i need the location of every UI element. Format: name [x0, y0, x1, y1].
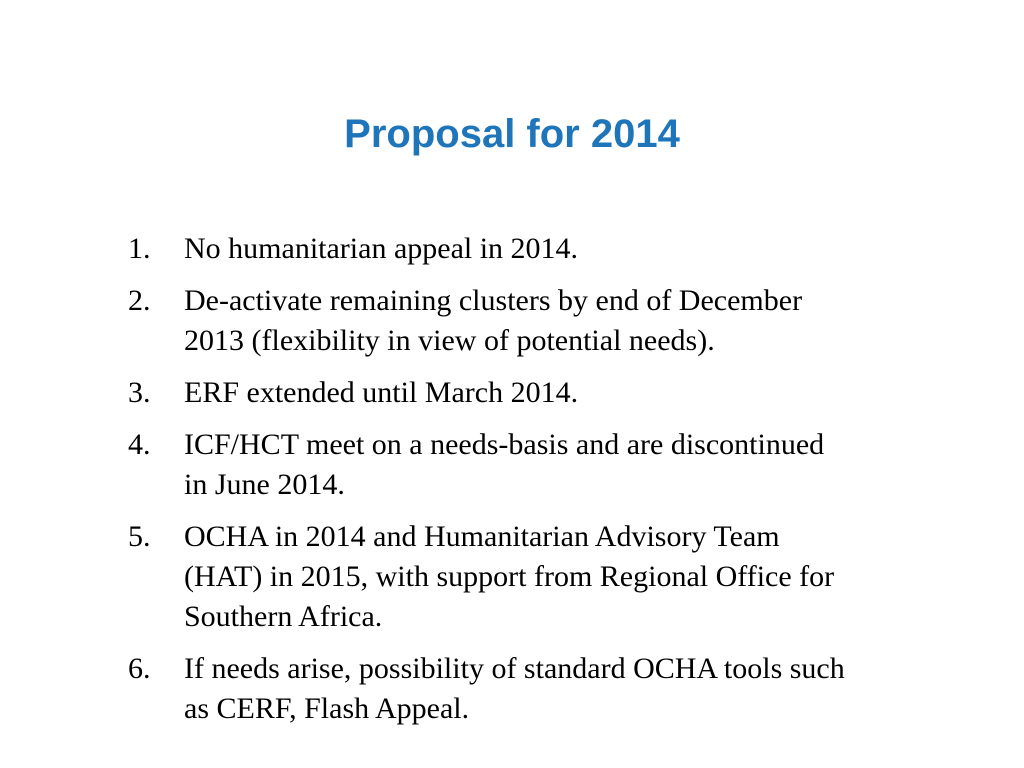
list-item — [128, 281, 958, 361]
list-item-text: ERF extended until March 2014. — [184, 376, 579, 409]
list-item-number: 1. — [128, 232, 151, 265]
list-item-text: ICF/HCT meet on a needs-basis and are discontinued in June 2014. — [184, 428, 825, 501]
list-item-text: OCHA in 2014 and Humanitarian Advisory Team (HAT) in 2015, with support from Regional Office for Southern Africa. — [184, 520, 835, 633]
list-item-number: 5. — [128, 520, 151, 553]
list-item-text: If needs arise, possibility of standard OCHA tools such as CERF, Flash Appeal. — [184, 652, 845, 725]
list-item-number: 4. — [128, 428, 151, 461]
list-item — [128, 517, 958, 637]
list-item — [128, 425, 958, 505]
slide-title: Proposal for 2014 — [344, 112, 680, 156]
proposal-list — [128, 229, 958, 741]
list-item-number: 6. — [128, 652, 151, 685]
list-item — [128, 373, 958, 413]
list-item-number: 2. — [128, 284, 151, 317]
list-item — [128, 229, 958, 269]
list-item — [128, 649, 958, 729]
list-item-text: No humanitarian appeal in 2014. — [184, 232, 579, 265]
list-item-number: 3. — [128, 376, 151, 409]
list-item-text: De-activate remaining clusters by end of December 2013 (flexibility in view of potential needs). — [184, 284, 803, 357]
